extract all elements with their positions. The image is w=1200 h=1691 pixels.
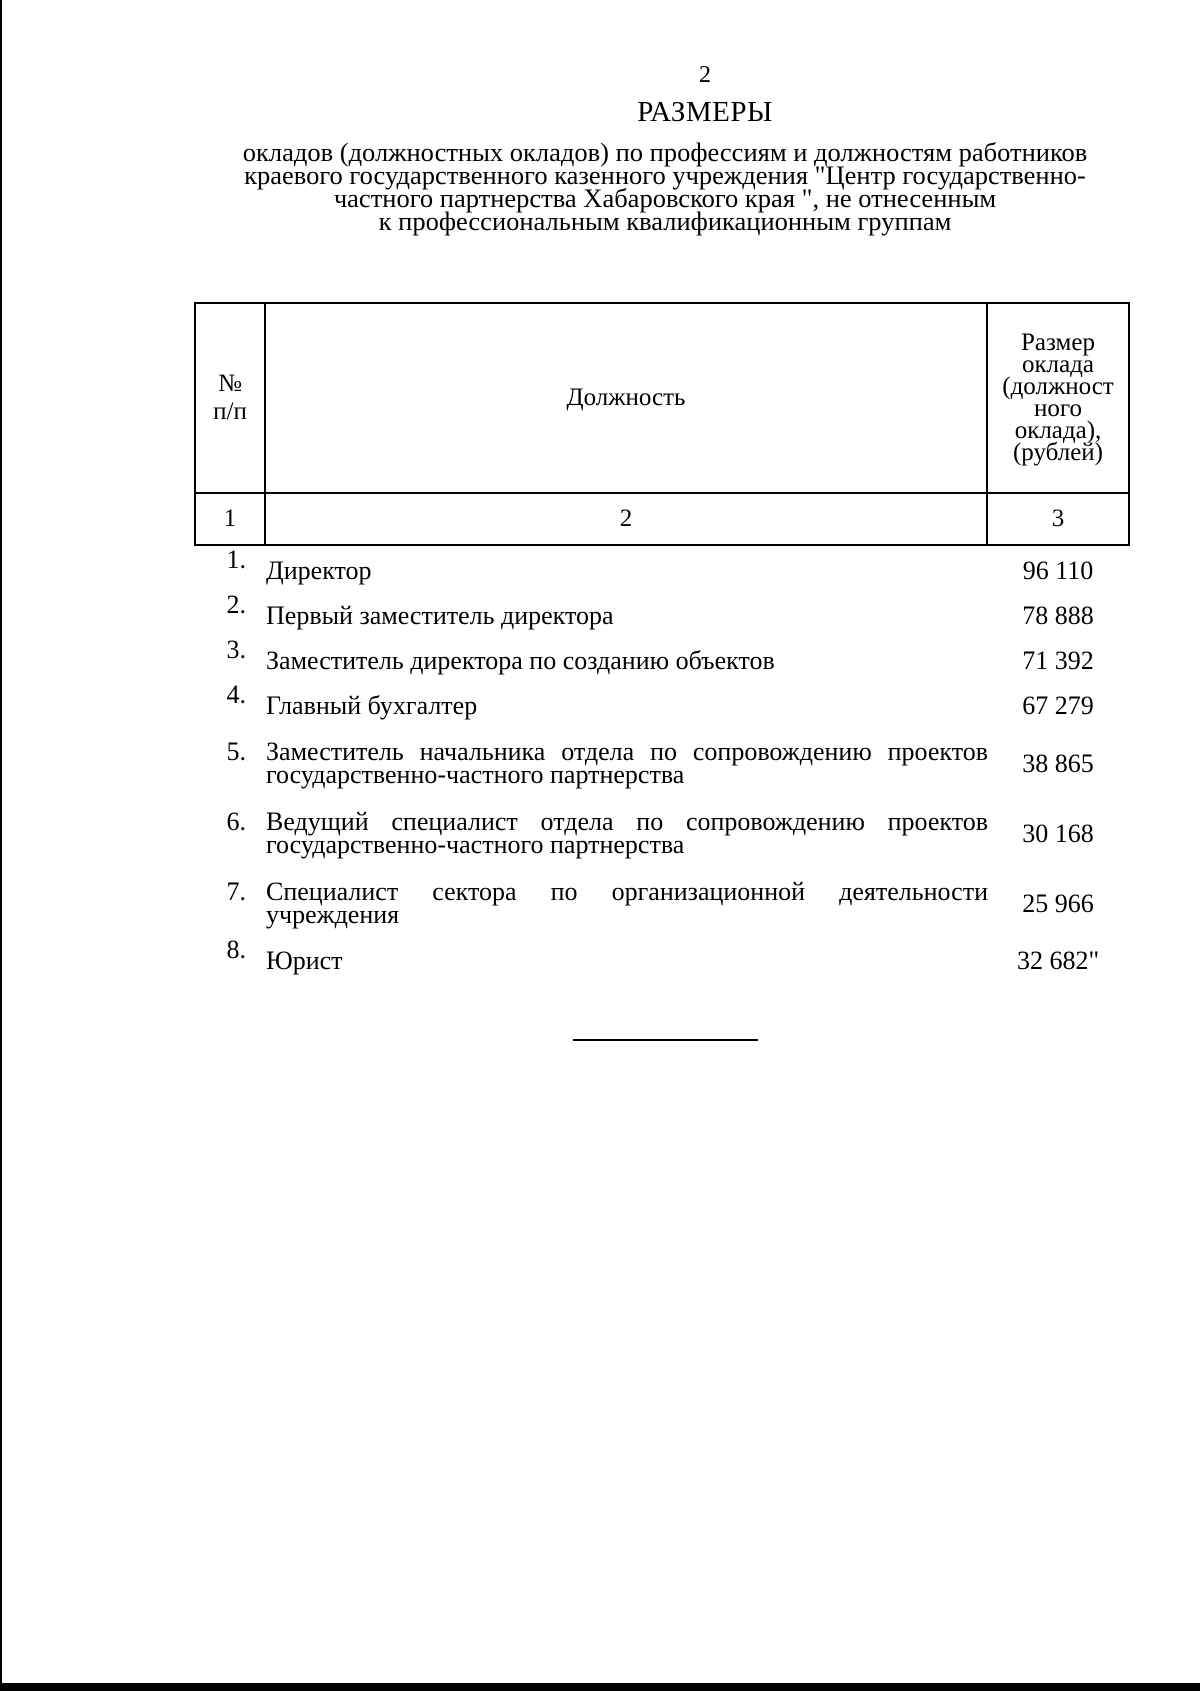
page-number: 2 — [699, 62, 711, 88]
table-row — [194, 680, 1128, 728]
header-salary-line: Размер — [1021, 329, 1095, 356]
document-subtitle — [190, 137, 1140, 236]
column-number: 1 — [195, 493, 265, 545]
row-position: Ведущий специалист отдела по сопровождению проектов государственно-частного партнерства — [266, 807, 988, 859]
row-number: 8. — [226, 935, 246, 964]
salary-table-body — [194, 545, 1128, 983]
row-salary: 96 110 — [1022, 556, 1094, 585]
subtitle-line: краевого государственного казенного учреждения "Центр государственно- — [244, 160, 1086, 190]
row-number: 2. — [226, 590, 246, 619]
scan-edge-bottom — [0, 1683, 1200, 1691]
row-salary: 78 888 — [1022, 601, 1094, 630]
row-number: 3. — [226, 635, 246, 664]
row-position: Специалист сектора по организационной деятельности учреждения — [266, 877, 988, 929]
header-salary-line: оклада), — [1014, 417, 1102, 444]
row-salary: 38 865 — [1022, 748, 1094, 778]
row-number: 6. — [226, 807, 246, 836]
table-row — [194, 935, 1128, 983]
table-row — [194, 798, 1128, 868]
row-position: Директор — [266, 556, 372, 585]
header-salary-line: ного — [1033, 395, 1082, 422]
row-salary: 32 682" — [1016, 946, 1100, 975]
salary-table-header — [194, 302, 1130, 546]
page-title: РАЗМЕРЫ — [637, 96, 773, 128]
header-salary — [987, 303, 1129, 493]
table-row — [194, 635, 1128, 683]
row-number: 1. — [226, 545, 246, 574]
header-row — [195, 303, 1129, 493]
row-number: 4. — [226, 680, 246, 709]
column-number-row — [195, 493, 1129, 545]
row-number: 5. — [226, 737, 246, 766]
row-position: Первый заместитель директора — [266, 601, 614, 630]
scan-edge-left — [0, 0, 2, 1691]
subtitle-line: к профессиональным квалификационным группам — [378, 206, 952, 236]
column-number: 3 — [987, 493, 1129, 545]
header-number-line: п/п — [213, 398, 247, 425]
row-salary: 67 279 — [1022, 691, 1094, 720]
header-number — [195, 303, 265, 493]
table-row — [194, 868, 1128, 938]
table-row — [194, 545, 1128, 593]
row-number: 7. — [226, 877, 246, 906]
row-position: Юрист — [266, 946, 343, 975]
header-position: Должность — [265, 303, 987, 493]
row-salary: 71 392 — [1022, 646, 1094, 675]
header-salary-line: оклада — [1021, 351, 1095, 378]
end-rule — [573, 1039, 758, 1041]
column-number: 2 — [265, 493, 987, 545]
table-row — [194, 728, 1128, 798]
table-row — [194, 590, 1128, 638]
row-position: Заместитель директора по созданию объектов — [266, 646, 775, 675]
header-number-line: № — [218, 370, 242, 397]
row-salary: 30 168 — [1022, 818, 1094, 848]
header-salary-line: (должност — [1002, 373, 1114, 400]
row-position: Заместитель начальника отдела по сопровождению проектов государственно-частного партнерства — [266, 737, 988, 789]
row-position: Главный бухгалтер — [266, 691, 478, 720]
header-salary-line: (рублей) — [1012, 439, 1104, 466]
subtitle-line: частного партнерства Хабаровского края ", не отнесенным — [333, 183, 997, 213]
row-salary: 25 966 — [1022, 888, 1094, 918]
subtitle-line: окладов (должностных окладов) по профессиям и должностям работников — [242, 137, 1088, 167]
